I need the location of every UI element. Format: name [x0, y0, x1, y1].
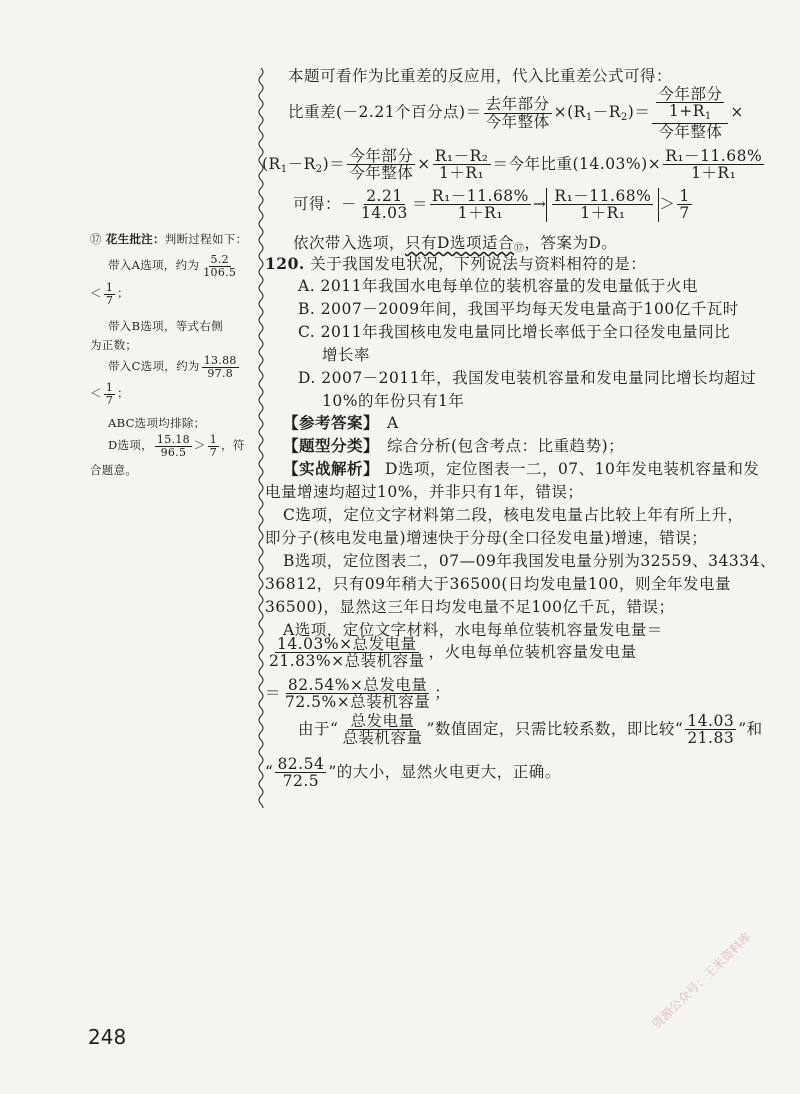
page-number: 248 [88, 1025, 127, 1049]
sidebar-abc-line: ABC选项均排除； [108, 416, 206, 430]
analysis-line-10: ＝ $\frac{\text{82.54\%×总发电量}}{\text{72.5\%×总装机容量}}$ ； [265, 676, 451, 712]
sidebar-note-header [90, 231, 247, 247]
type-line: 【题型分类】 综合分析(包含考点：比重趋势)； [283, 436, 625, 455]
sidebar-c-compare: ＜ $\frac{1}{7}$ ； [90, 381, 129, 407]
formula-3: 可得：－ $\frac{2.21}{14.03}$ ＝ $\frac{\text{R₁－11.68\%}}{\text{1＋R₁}}$ → $\frac{\text{R₁－11.68\%}}{\text{1＋R₁}}$ ＞ $\frac{1}{7}$ [293, 187, 690, 223]
sidebar-d-line2: 合题意。 [90, 463, 138, 477]
sidebar-a-compare: ＜ $\frac{1}{7}$ ； [90, 281, 129, 307]
analysis-line-9: $\frac{\text{14.03\%×总发电量}}{\text{21.83\%×总装机容量}}$ ，火电每单位装机容量发电量 [269, 635, 637, 671]
note-title: 花生批注： [105, 232, 165, 246]
analysis-line-1: 【实战解析】 D选项，定位图表一二，07、10年发电装机容量和发 [283, 459, 760, 478]
analysis-line-11: 由于“ $\frac{\text{总发电量}}{\text{总装机容量}}$ ”数值固定，只需比较系数，即比较“ $\frac{14.03}{21.83}$ ”和 [298, 712, 763, 748]
analysis-line-4: 即分子(核电发电量)增速快于分母(全口径发电量)增速，错误； [265, 529, 708, 547]
option-c-cont: 增长率 [322, 346, 371, 364]
sidebar-a-fraction: $\frac{5.2}{106.5}$ [203, 253, 237, 279]
option-d-cont: 10%的年份只有1年 [322, 392, 465, 410]
analysis-line-12: “ $\frac{82.54}{72.5}$ ”的大小，显然火电更大，正确。 [265, 755, 561, 791]
analysis-line-8: A选项，定位文字材料，水电每单位装机容量发电量＝ [283, 621, 663, 639]
compound-fraction: $\frac{\frac{\text{今年部分}}{1+R_1}}{\text{今年整体}}$ [652, 86, 728, 140]
note-intro: 判断过程如下： [164, 232, 248, 246]
formula-2: $(R_1-R_2)=$ $\frac{\text{今年部分}}{\text{今年整体}}$ × $\frac{\text{R₁－R₂}}{\text{1＋R₁}}$ ＝今年比重(14.03%)× $\frac{\text{R₁－11.68\%}}{\text{1＋R₁}}$ [262, 147, 763, 183]
intro-line: 本题可看作为比重差的反应用，代入比重差公式可得： [288, 67, 673, 85]
formula-1: 比重差(－2.21个百分点)＝ $\frac{\text{去年部分}}{\text{今年整体}}$ $\times(R_1-R_2)=$ $\frac{\frac{\text{今年部分}}{1+R_1}}{\text{今年整体}}$ × [288, 85, 744, 141]
sidebar-c-fraction: $\frac{13.88}{97.8}$ [203, 354, 237, 380]
sidebar-b-line1: 带入B选项，等式右侧 [108, 319, 223, 333]
analysis-line-2: 电量增速均超过10%，并非只有1年，错误； [265, 483, 584, 501]
watermark: 资源公众号：王米资料库 [649, 929, 755, 1032]
sidebar-b-line2: 为正数； [90, 338, 138, 352]
option-c: C. 2011年我国核电发电量同比增长率低于全口径发电量同比 [298, 323, 731, 341]
question-number: 120. [265, 254, 305, 273]
option-a: A. 2011年我国水电每单位的装机容量的发电量低于火电 [298, 277, 698, 295]
option-b: B. 2007－2009年间，我国平均每天发电量高于100亿千瓦时 [298, 300, 739, 318]
answer-line: 【参考答案】 A [283, 413, 399, 432]
analysis-line-5: B选项，定位图表二，07—09年我国发电量分别为32559、34334、 [283, 552, 776, 570]
sidebar-a-line: 带入A选项，约为 $\frac{5.2}{106.5}$ [108, 253, 237, 279]
question-text: 关于我国发电状况，下列说法与资料相符的是： [310, 255, 647, 273]
sidebar-d-line: D选项， $\frac{15.18}{96.5}$ ＞ $\frac{1}{7}$ ，符 [108, 433, 245, 459]
sidebar-c-line: 带入C选项，约为 $\frac{13.88}{97.8}$ [108, 354, 237, 380]
sidebar-d-fraction: $\frac{15.18}{96.5}$ [156, 433, 190, 459]
option-d: D. 2007－2011年，我国发电装机容量和发电量同比增长均超过 [298, 369, 757, 387]
conclusion-line: 依次带入选项，只有D选项适合$_⑰$，答案为D。 [293, 234, 618, 254]
question-line [265, 252, 646, 274]
analysis-line-7: 36500)，显然这三年日均发电量不足100亿千瓦，错误； [265, 598, 675, 616]
analysis-line-3: C选项，定位文字材料第二段，核电发电量占比较上年有所上升， [283, 506, 744, 524]
note-marker: ⑰ [90, 232, 102, 246]
analysis-line-6: 36812，只有09年稍大于36500(日均发电量100，则全年发电量 [265, 575, 731, 593]
